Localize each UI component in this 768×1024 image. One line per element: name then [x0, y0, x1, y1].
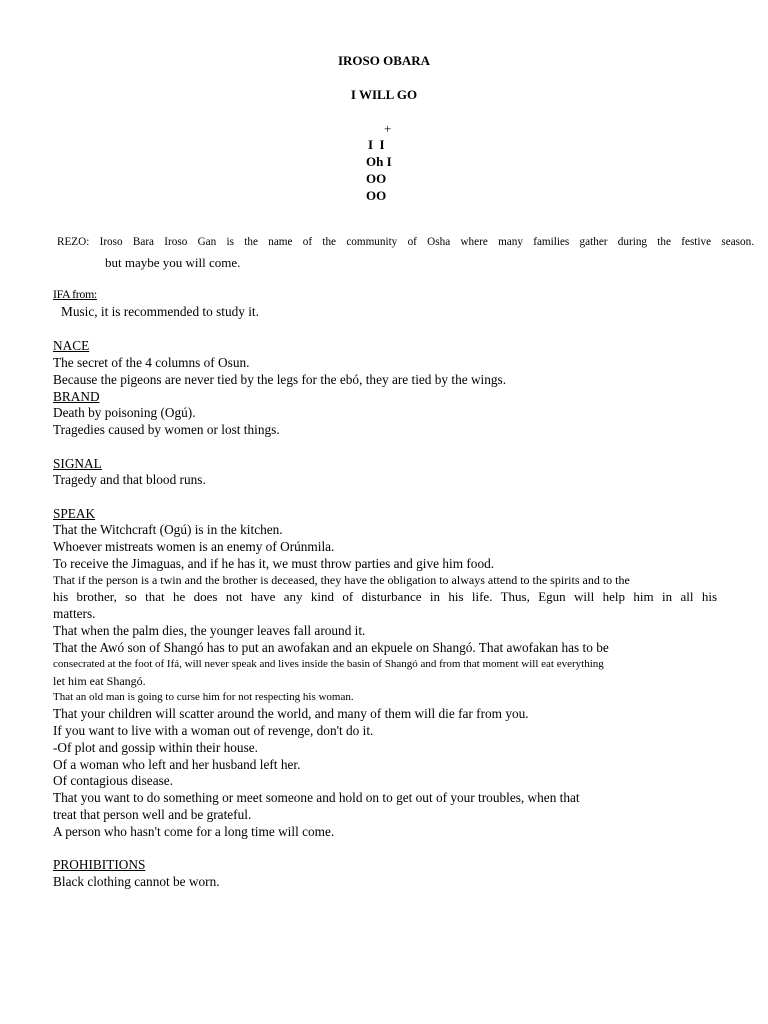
- speak-line: -Of plot and gossip within their house.: [53, 740, 258, 755]
- section-heading-speak: SPEAK: [53, 506, 96, 521]
- sign-row: OO: [366, 188, 387, 203]
- speak-line: let him eat Shangó.: [53, 674, 146, 688]
- section-heading-nace: NACE: [53, 338, 90, 353]
- nace-line: Because the pigeons are never tied by the legs for the ebó, they are tied by the wings.: [53, 372, 507, 387]
- sign-row: I I: [368, 137, 385, 152]
- speak-line: That when the palm dies, the younger leaves fall around it.: [53, 623, 366, 638]
- speak-line: That the Awó son of Shangó has to put an awofakan and an ekpuele on Shangó. That awofakan has to be: [53, 640, 609, 655]
- speak-line: That if the person is a twin and the brother is deceased, they have the obligation to always attend to the spirits and to the: [53, 573, 630, 587]
- sign-row: Oh I: [366, 154, 392, 169]
- speak-line: To receive the Jimaguas, and if he has it, we must throw parties and give him food.: [53, 556, 495, 571]
- ifa-heading: IFA from:: [53, 287, 97, 301]
- speak-line: That the Witchcraft (Ogú) is in the kitchen.: [53, 522, 283, 537]
- brand-line: Tragedies caused by women or lost things.: [53, 422, 280, 437]
- speak-line: matters.: [53, 606, 96, 621]
- section-heading-brand: BRAND: [53, 389, 100, 404]
- speak-line: his brother, so that he does not have any kind of disturbance in his life. Thus, Egun will help him in all his: [53, 589, 717, 604]
- section-heading-signal: SIGNAL: [53, 456, 102, 471]
- nace-line: The secret of the 4 columns of Osun.: [53, 355, 250, 370]
- prohibitions-line: Black clothing cannot be worn.: [53, 874, 220, 889]
- section-heading-prohibitions: PROHIBITIONS: [53, 857, 146, 872]
- speak-line: That your children will scatter around the world, and many of them will die far from you.: [53, 706, 529, 721]
- document-title: IROSO OBARA: [337, 53, 431, 68]
- speak-line: That you want to do something or meet someone and hold on to get out of your troubles, when that: [53, 790, 580, 805]
- sign-row: OO: [366, 171, 387, 186]
- signal-line: Tragedy and that blood runs.: [53, 472, 206, 487]
- rezo-line: REZO: Iroso Bara Iroso Gan is the name of the community of Osha where many families gather during the festive season.: [57, 236, 754, 248]
- speak-line: treat that person well and be grateful.: [53, 807, 252, 822]
- speak-line: Whoever mistreats women is an enemy of Orúnmila.: [53, 539, 335, 554]
- speak-line: A person who hasn't come for a long time will come.: [53, 824, 335, 839]
- speak-line: If you want to live with a woman out of revenge, don't do it.: [53, 723, 374, 738]
- speak-line: Of contagious disease.: [53, 773, 174, 788]
- speak-line: consecrated at the foot of Ifá, will never speak and lives inside the basin of Shangó and from that moment will eat everything: [53, 658, 604, 670]
- brand-line: Death by poisoning (Ogú).: [53, 405, 196, 420]
- rezo-continuation: but maybe you will come.: [105, 255, 241, 270]
- sign-plus: +: [384, 121, 392, 136]
- speak-line: Of a woman who left and her husband left her.: [53, 757, 301, 772]
- ifa-text: Music, it is recommended to study it.: [61, 304, 259, 319]
- speak-line: That an old man is going to curse him for not respecting his woman.: [53, 691, 354, 703]
- document-subtitle: I WILL GO: [350, 87, 418, 102]
